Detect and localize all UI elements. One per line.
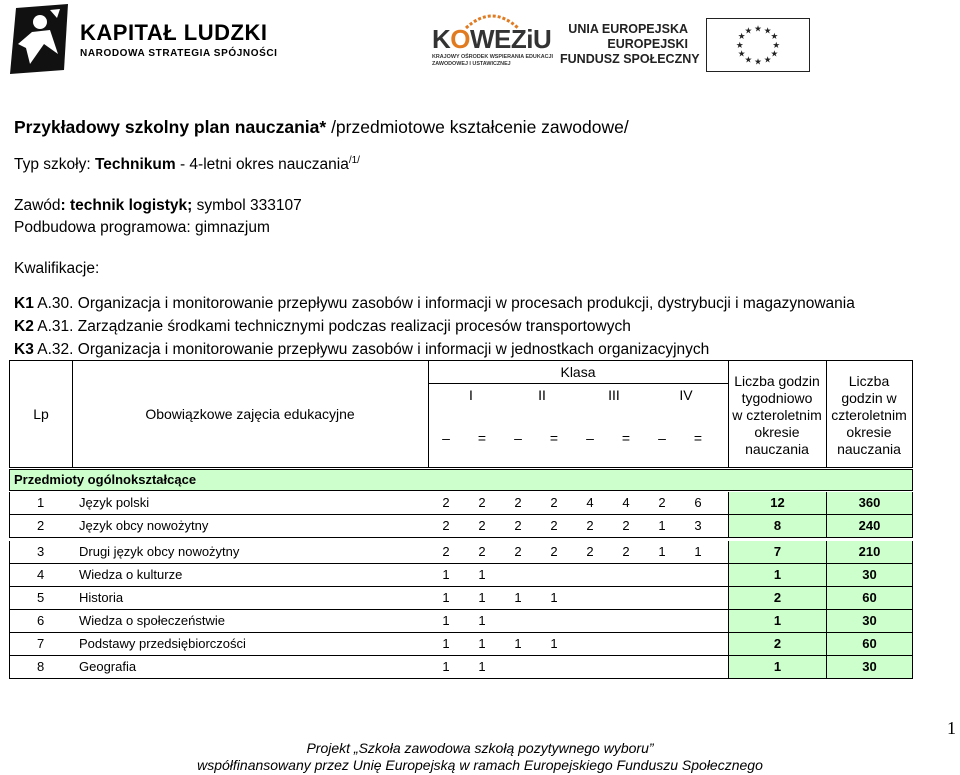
- semester-mark: =: [549, 430, 559, 446]
- row-lp: 4: [37, 567, 45, 582]
- footer-funding-line: współfinansowany przez Unię Europejską w ramach Europejskiego Funduszu Społecznego: [197, 757, 763, 773]
- row-hours: 1: [478, 659, 486, 674]
- row-weekly-total: 2: [728, 587, 826, 609]
- table-row: [9, 656, 913, 679]
- row-hours: 2: [478, 544, 486, 559]
- svg-text:★: ★: [744, 26, 753, 37]
- row-hours: 1: [478, 567, 486, 582]
- row-weekly-total: 1: [728, 656, 826, 678]
- svg-text:★: ★: [737, 49, 746, 60]
- svg-text:★: ★: [737, 32, 746, 43]
- header-class-3: III: [608, 387, 620, 403]
- row-subject: Geografia: [79, 659, 137, 674]
- row-hours: 2: [442, 544, 450, 559]
- row-subject: Drugi język obcy nowożytny: [79, 544, 240, 559]
- koweziu-subtitle: KRAJOWY OŚRODEK WSPIERANIA EDUKACJI ZAWODOWEJ I USTAWICZNEJ: [432, 54, 554, 67]
- eu-flag-icon: [706, 18, 810, 72]
- semester-mark: –: [442, 430, 450, 446]
- table-row: [9, 610, 913, 633]
- school-type-line: Typ szkoły: Technikum - 4-letni okres nauczania$^{/1/}$: [14, 154, 360, 173]
- header-total: Liczba godzin w czteroletnim okresie nauczania: [831, 373, 907, 457]
- semester-mark: –: [586, 430, 594, 446]
- row-hours: 1: [442, 659, 450, 674]
- kl-title: KAPITAŁ LUDZKI: [80, 20, 268, 45]
- header-class-2: II: [538, 387, 546, 403]
- table-row: [9, 633, 913, 656]
- semester-mark: –: [514, 430, 522, 446]
- row-subject: Język polski: [79, 495, 150, 510]
- row-hours: 2: [514, 544, 522, 559]
- kapital-ludzki-logo: [10, 4, 278, 74]
- table-row: [9, 515, 913, 538]
- header-klasa: Klasa: [560, 364, 596, 380]
- row-weekly-total: 12: [728, 492, 826, 514]
- table-row: [9, 541, 913, 564]
- qualification-k1: K1 A.30. Organizacja i monitorowanie przepływu zasobów i informacji w procesach produkcji, dystrybucji i magazynowania: [14, 295, 855, 312]
- row-hours: 1: [442, 613, 450, 628]
- row-hours: 1: [442, 567, 450, 582]
- row-subject: Historia: [79, 590, 124, 605]
- row-hours: 1: [442, 590, 450, 605]
- row-weekly-total: 8: [728, 515, 826, 537]
- row-lp: 8: [37, 659, 45, 674]
- header-class-4: IV: [679, 387, 693, 403]
- row-subject: Wiedza o społeczeństwie: [79, 613, 225, 628]
- row-hours-total: 360: [826, 492, 912, 514]
- svg-text:★: ★: [735, 40, 744, 51]
- basis-line: Podbudowa programowa: gimnazjum: [14, 219, 270, 236]
- row-hours: 2: [550, 518, 558, 533]
- row-hours: 2: [550, 544, 558, 559]
- row-hours-total: 240: [826, 515, 912, 537]
- row-hours: 4: [622, 495, 630, 510]
- table-row: [9, 564, 913, 587]
- svg-text:★: ★: [763, 55, 772, 66]
- profession-line: Zawód: technik logistyk; symbol 333107: [14, 197, 302, 214]
- table-header: [9, 360, 913, 468]
- row-lp: 7: [37, 636, 45, 651]
- qualifications-label: Kwalifikacje:: [14, 260, 100, 277]
- svg-text:★: ★: [763, 26, 772, 37]
- row-weekly-total: 1: [728, 610, 826, 632]
- page-number: 1: [947, 718, 956, 738]
- row-hours: 1: [442, 636, 450, 651]
- semester-mark: =: [693, 430, 703, 446]
- row-hours: 6: [694, 495, 702, 510]
- qualification-k3: K3 A.32. Organizacja i monitorowanie przepływu zasobów i informacji w jednostkach organizacyjnych: [14, 341, 710, 358]
- row-hours: 2: [622, 518, 630, 533]
- row-weekly-total: 7: [728, 541, 826, 563]
- row-hours: 1: [550, 590, 558, 605]
- row-hours: 1: [658, 544, 666, 559]
- table-row: [9, 492, 913, 515]
- row-hours: 3: [694, 518, 702, 533]
- row-hours: 2: [586, 544, 594, 559]
- row-hours-total: 30: [826, 564, 912, 586]
- header-logos: [0, 0, 960, 80]
- row-hours: 2: [658, 495, 666, 510]
- row-subject: Podstawy przedsiębiorczości: [79, 636, 246, 651]
- svg-text:★: ★: [754, 24, 762, 35]
- row-hours: 2: [478, 495, 486, 510]
- row-hours-total: 210: [826, 541, 912, 563]
- row-hours: 4: [586, 495, 594, 510]
- section-general-subjects: Przedmioty ogólnokształcące: [9, 469, 913, 491]
- header-weekly: Liczba godzin tygodniowo w czteroletnim okresie nauczania: [732, 373, 822, 457]
- row-lp: 5: [37, 590, 45, 605]
- row-hours: 1: [550, 636, 558, 651]
- row-hours: 2: [478, 518, 486, 533]
- row-hours: 2: [550, 495, 558, 510]
- svg-text:★: ★: [770, 49, 779, 60]
- row-hours-total: 30: [826, 656, 912, 678]
- kapital-ludzki-mark-icon: [10, 4, 72, 74]
- row-hours: 2: [442, 518, 450, 533]
- eu-text: UNIA EUROPEJSKA EUROPEJSKI FUNDUSZ SPOŁECZNY: [560, 22, 700, 66]
- row-hours: 1: [514, 590, 522, 605]
- row-lp: 1: [37, 495, 45, 510]
- row-lp: 3: [37, 544, 45, 559]
- eu-logo: [560, 18, 781, 74]
- row-hours: 1: [658, 518, 666, 533]
- row-weekly-total: 2: [728, 633, 826, 655]
- row-lp: 6: [37, 613, 45, 628]
- svg-text:★: ★: [770, 32, 779, 43]
- row-hours: 2: [586, 518, 594, 533]
- table-row: [9, 587, 913, 610]
- row-hours: 1: [514, 636, 522, 651]
- footer-project-line: Projekt „Szkoła zawodowa szkołą pozytywnego wyboru”: [306, 740, 654, 756]
- row-weekly-total: 1: [728, 564, 826, 586]
- svg-text:★: ★: [772, 40, 781, 51]
- header-class-1: I: [469, 387, 473, 403]
- semester-mark: =: [477, 430, 487, 446]
- semester-mark: =: [621, 430, 631, 446]
- svg-text:★: ★: [754, 57, 762, 68]
- row-hours-total: 60: [826, 587, 912, 609]
- row-hours-total: 30: [826, 610, 912, 632]
- row-hours: 2: [514, 518, 522, 533]
- row-hours-total: 60: [826, 633, 912, 655]
- semester-mark: –: [658, 430, 666, 446]
- koweziu-title: KOWEZiU: [432, 24, 552, 54]
- row-hours: 1: [478, 636, 486, 651]
- row-hours: 1: [694, 544, 702, 559]
- qualification-k2: K2 A.31. Zarządzanie środkami technicznymi podczas realizacji procesów transportowych: [14, 318, 631, 335]
- row-lp: 2: [37, 518, 45, 533]
- header-subject: Obowiązkowe zajęcia edukacyjne: [145, 406, 355, 422]
- koweziu-logo: [428, 10, 558, 74]
- row-hours: 2: [514, 495, 522, 510]
- svg-text:★: ★: [744, 55, 753, 66]
- header-lp: Lp: [33, 406, 49, 422]
- row-hours: 2: [442, 495, 450, 510]
- row-subject: Wiedza o kulturze: [79, 567, 183, 582]
- row-hours: 2: [622, 544, 630, 559]
- page-title: Przykładowy szkolny plan nauczania* /przedmiotowe kształcenie zawodowe/: [14, 117, 629, 137]
- kl-subtitle: NARODOWA STRATEGIA SPÓJNOŚCI: [80, 48, 278, 59]
- row-hours: 1: [478, 590, 486, 605]
- row-hours: 1: [478, 613, 486, 628]
- row-subject: Język obcy nowożytny: [79, 518, 209, 533]
